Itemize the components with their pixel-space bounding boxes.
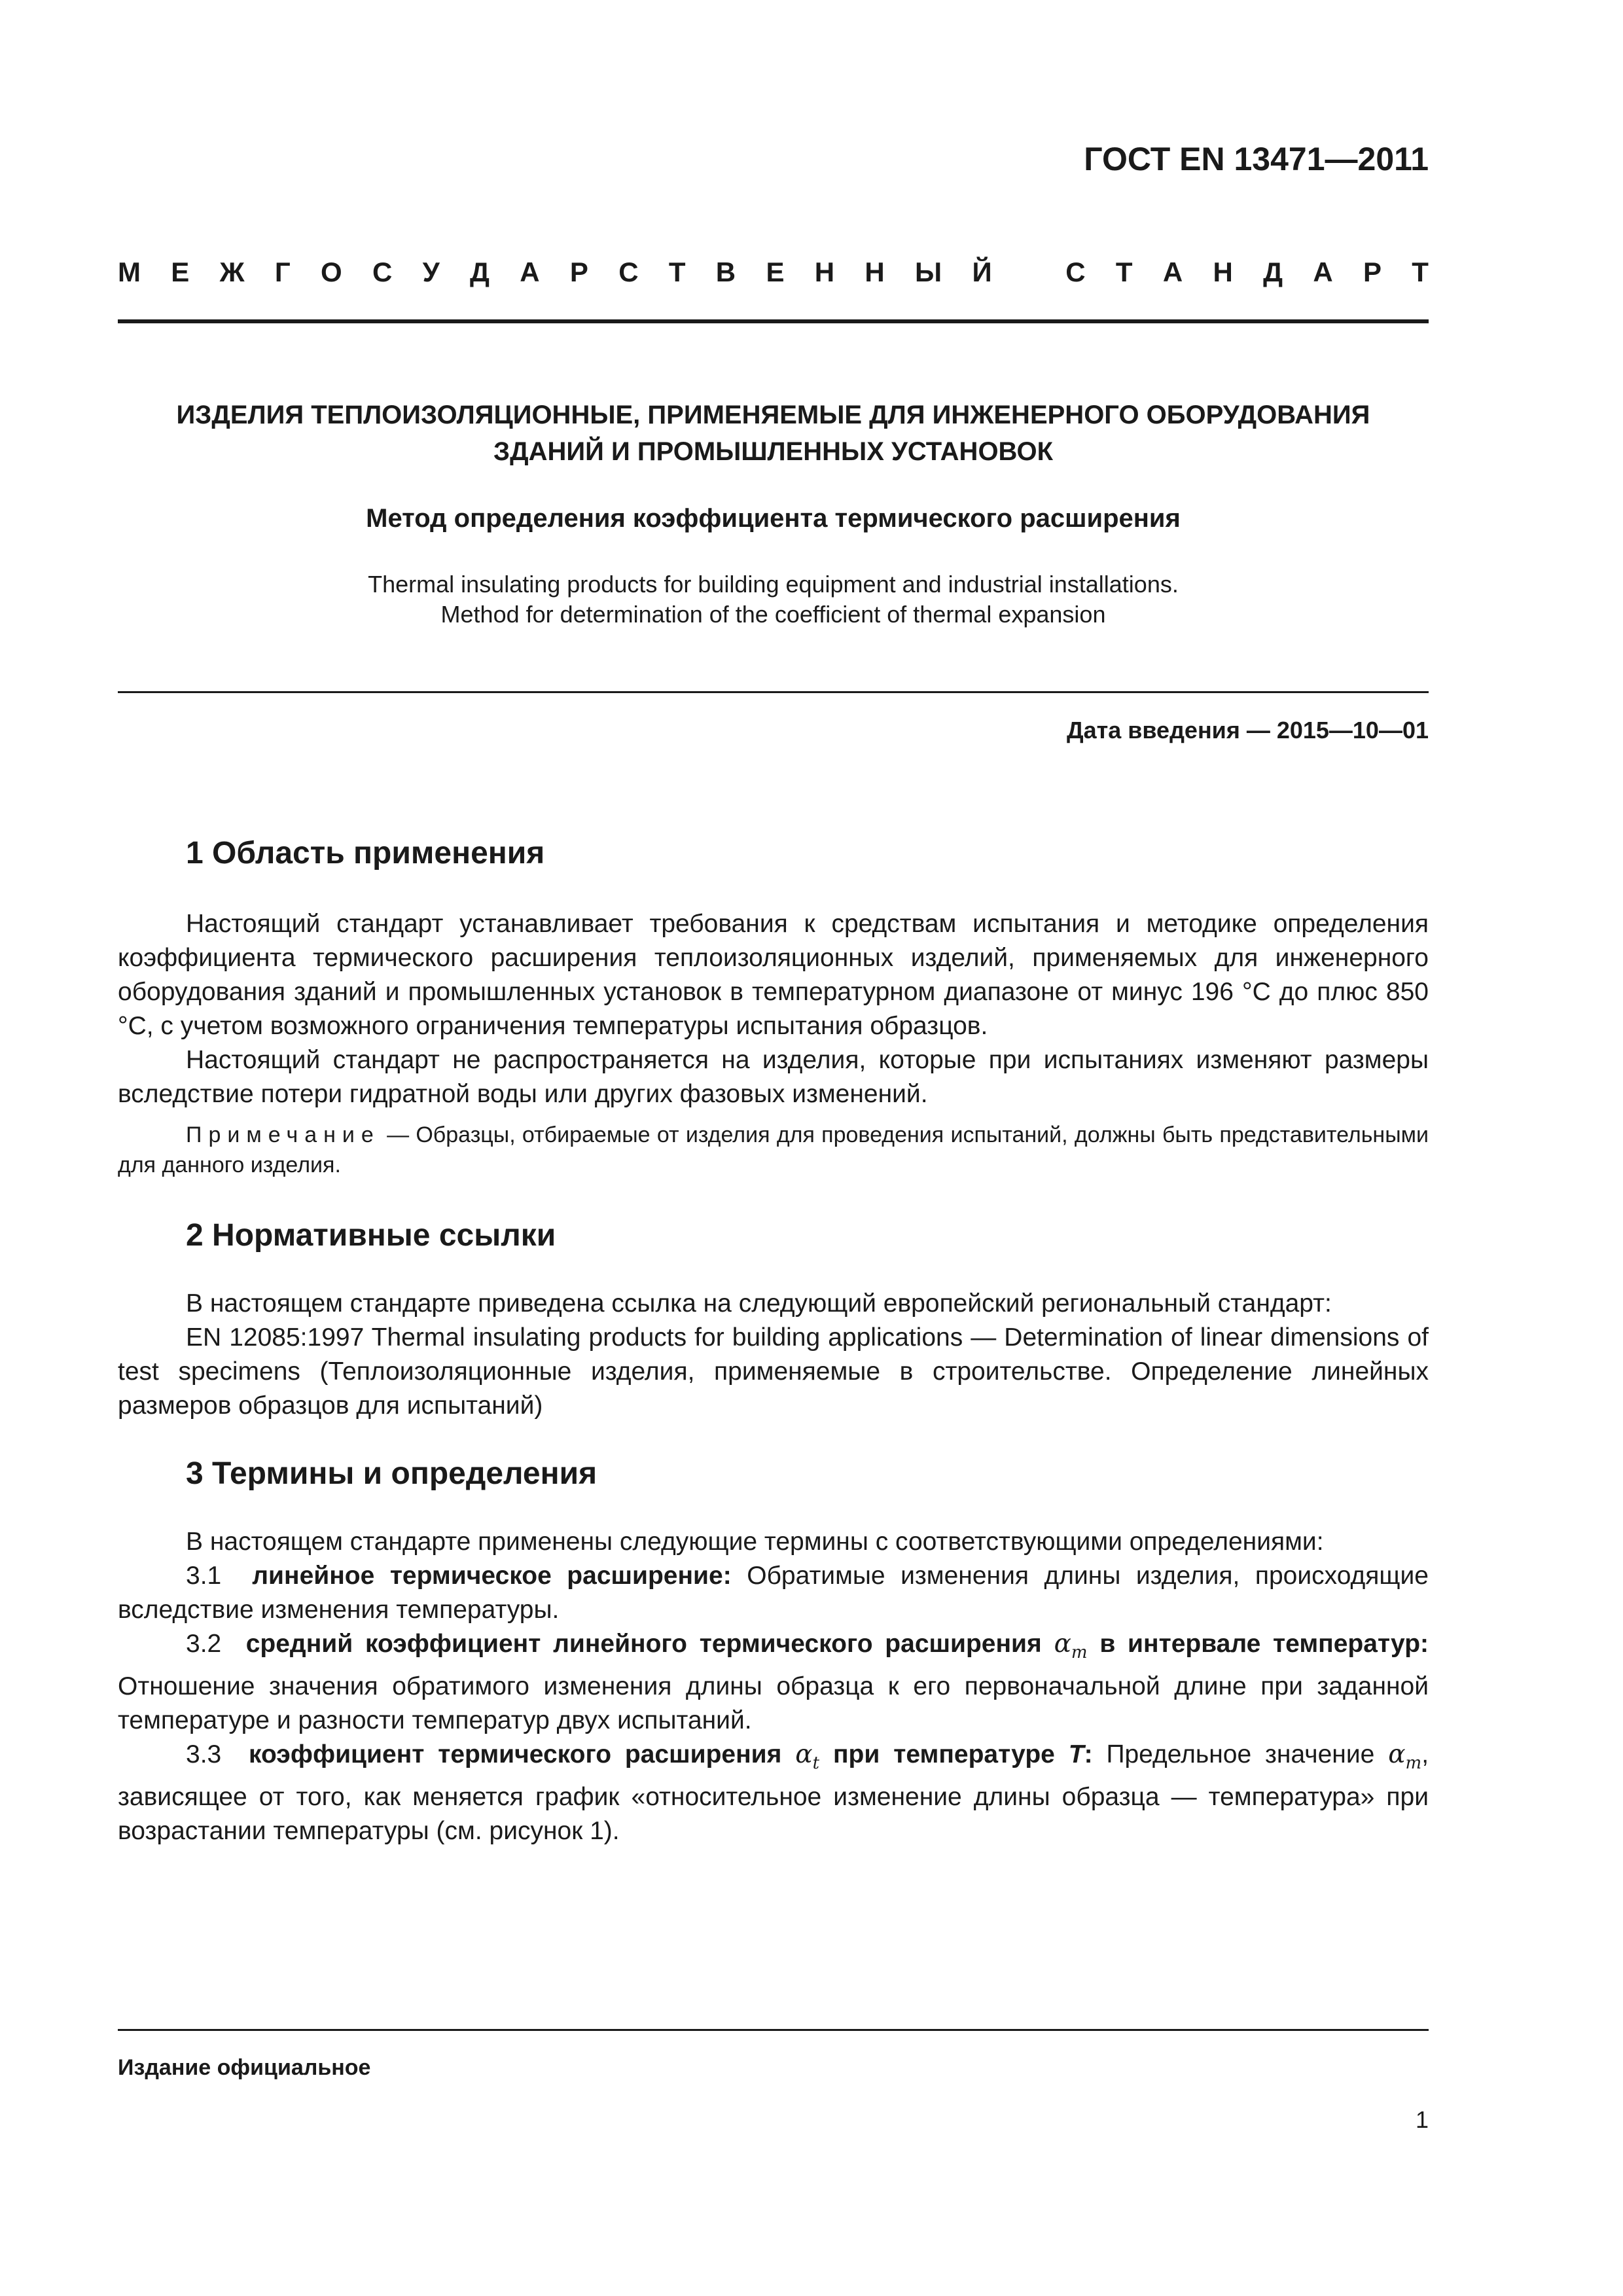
alpha-symbol: $\alpha_m$ — [1054, 1629, 1088, 1662]
header-rule — [118, 319, 1429, 323]
letter: Т — [1412, 257, 1429, 287]
term-definition: Обратимые изменения длины изделия, происходящие вследствие изменения температуры. — [118, 1562, 1429, 1624]
section-2-heading: 2 Нормативные ссылки — [186, 1218, 556, 1253]
title-line-2: ЗДАНИЙ И ПРОМЫШЛЕННЫХ УСТАНОВОК — [493, 437, 1053, 466]
term-number: 3.2 — [186, 1630, 222, 1658]
english-title-line-2: Method for determination of the coefficient of thermal expansion — [440, 601, 1106, 628]
word-gap — [1022, 257, 1035, 288]
term-definition-cont: , зависящее от того, как меняется график «относительное изменение длины образца — температура» при возрастании температуры (см. рисунок 1). — [118, 1740, 1429, 1845]
document-subtitle: Метод определения коэффициента термического расширения — [366, 504, 1181, 533]
effective-date: Дата введения — 2015—10—01 — [1066, 717, 1429, 744]
letter: Р — [569, 257, 588, 287]
note-text: — Образцы, отбираемые от изделия для проведения испытаний, должны быть представительными для данного изделия. — [118, 1122, 1429, 1177]
gost-number: ГОСТ EN 13471—2011 — [1084, 141, 1429, 177]
letter: Н — [865, 257, 885, 287]
letter: Р — [1363, 257, 1382, 287]
standard-type-label — [118, 257, 1429, 288]
term-number: 3.1 — [186, 1562, 222, 1590]
term-name: линейное термическое расширение: — [252, 1562, 732, 1590]
letter: Е — [766, 257, 785, 287]
letter: Е — [171, 257, 190, 287]
letter: С — [1065, 257, 1086, 287]
letter: Й — [972, 257, 992, 287]
english-title-line-1: Thermal insulating products for building equipment and industrial installations. — [368, 571, 1179, 598]
letter: Д — [1263, 257, 1283, 287]
letter: Ж — [219, 257, 245, 287]
term-3-1 — [118, 1559, 1429, 1627]
alpha-symbol: $\alpha_m$ — [1388, 1739, 1422, 1773]
letter: А — [520, 257, 540, 287]
term-3-2 — [118, 1627, 1429, 1738]
term-name-cont: в интервале температур: — [1099, 1630, 1429, 1658]
paragraph: Настоящий стандарт устанавливает требования к средствам испытания и методике определения коэффициента термического расширения теплоизоляционных изделий, применяемых для инженерного оборудования зданий и промышленных установок в температурном диапазоне от минус 196 °С до плюс 850 °С, с учетом возможного ограничения температуры испытания образцов. — [118, 910, 1429, 1040]
title-rule — [118, 691, 1429, 693]
footer-rule — [118, 2029, 1429, 2031]
letter: У — [422, 257, 440, 287]
term-definition: Предельное значение — [1092, 1740, 1389, 1768]
letter: С — [618, 257, 639, 287]
title-line-1: ИЗДЕЛИЯ ТЕПЛОИЗОЛЯЦИОННЫЕ, ПРИМЕНЯЕМЫЕ ДЛЯ ИНЖЕНЕРНОГО ОБОРУДОВАНИЯ — [176, 401, 1370, 429]
paragraph: В настоящем стандарте применены следующие термины с соответствующими определениями: — [186, 1528, 1324, 1556]
letter: А — [1162, 257, 1183, 287]
letter: Г — [274, 257, 291, 287]
term-name-cont: при температуре — [832, 1740, 1055, 1768]
temperature-symbol: T — [1068, 1740, 1084, 1768]
term-name: коэффициент термического расширения — [248, 1740, 782, 1768]
section-3-body — [118, 1525, 1429, 1848]
edition-label: Издание официальное — [118, 2055, 371, 2080]
paragraph: В настоящем стандарте приведена ссылка на следующий европейский региональный стандарт: — [186, 1289, 1332, 1318]
note-label: Примечание — [186, 1122, 380, 1147]
paragraph: Настоящий стандарт не распространяется на изделия, которые при испытаниях изменяют размеры вследствие потери гидратной воды или других фазовых изменений. — [118, 1046, 1429, 1108]
section-1-body — [118, 907, 1429, 1111]
alpha-symbol: $\alpha_t$ — [795, 1739, 820, 1773]
paragraph: EN 12085:1997 Thermal insulating products for building applications — Determination of linear dimensions of test specimens (Теплоизоляционные изделия, применяемые в строительстве. Определение линейных размеров образцов для испытаний) — [118, 1323, 1429, 1420]
letter: М — [118, 257, 141, 287]
letter: В — [715, 257, 736, 287]
term-name: средний коэффициент линейного термического расширения — [245, 1630, 1042, 1658]
letter: Н — [1213, 257, 1233, 287]
letter: С — [372, 257, 393, 287]
colon: : — [1084, 1740, 1093, 1768]
letter: О — [320, 257, 342, 287]
term-3-3 — [118, 1738, 1429, 1848]
term-definition: Отношение значения обратимого изменения длины образца к его первоначальной длине при заданной температуре и разности температур двух испытаний. — [118, 1672, 1429, 1734]
section-2-body — [118, 1287, 1429, 1423]
letter: Д — [470, 257, 490, 287]
section-1-note — [118, 1120, 1429, 1180]
page-number: 1 — [1415, 2106, 1429, 2133]
document-title — [118, 397, 1429, 470]
letter: Т — [1115, 257, 1133, 287]
section-3-heading: 3 Термины и определения — [186, 1456, 597, 1491]
letter: А — [1313, 257, 1333, 287]
letter: Т — [668, 257, 686, 287]
section-1-heading: 1 Область применения — [186, 836, 545, 870]
english-title — [118, 569, 1429, 630]
letter: Н — [814, 257, 835, 287]
letter: Ы — [915, 257, 942, 287]
term-number: 3.3 — [186, 1740, 222, 1768]
